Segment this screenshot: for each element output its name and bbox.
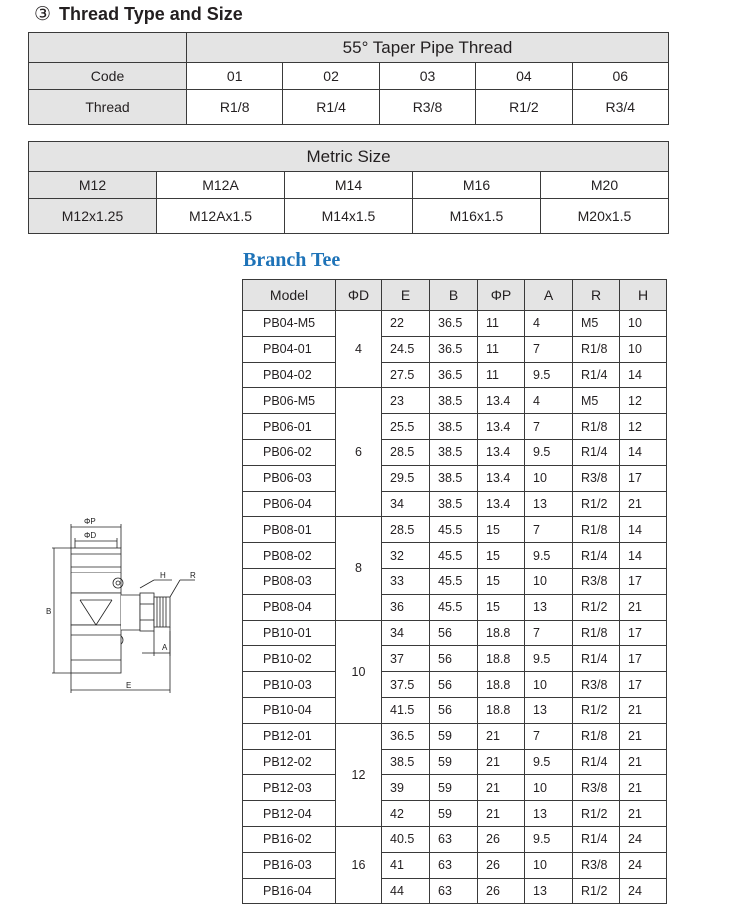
p-cell: 11 (478, 362, 525, 388)
p-cell: 13.4 (478, 388, 525, 414)
e-cell: 32 (382, 543, 430, 569)
p-cell: 11 (478, 311, 525, 337)
model-cell: PB06-02 (243, 439, 336, 465)
b-cell: 45.5 (430, 594, 478, 620)
a-cell: 7 (525, 414, 573, 440)
a-cell: 4 (525, 311, 573, 337)
a-cell: 9.5 (525, 826, 573, 852)
p-cell: 15 (478, 594, 525, 620)
header-b: B (430, 280, 478, 311)
model-cell: PB16-04 (243, 878, 336, 904)
model-cell: PB08-01 (243, 517, 336, 543)
r-cell: R1/2 (573, 491, 620, 517)
dim-label-h: H (160, 571, 166, 580)
metric-size-title: Metric Size (29, 142, 669, 172)
e-cell: 23 (382, 388, 430, 414)
r-cell: R1/8 (573, 517, 620, 543)
code-cell: 02 (283, 63, 379, 90)
thread-cell: R1/4 (283, 90, 379, 125)
code-cell: 04 (476, 63, 572, 90)
h-cell: 12 (620, 388, 667, 414)
r-cell: R1/8 (573, 723, 620, 749)
a-cell: 10 (525, 568, 573, 594)
p-cell: 15 (478, 543, 525, 569)
h-cell: 24 (620, 852, 667, 878)
b-cell: 59 (430, 749, 478, 775)
a-cell: 9.5 (525, 749, 573, 775)
metric-size-cell: M14x1.5 (285, 199, 413, 234)
metric-size-cell: M16x1.5 (413, 199, 541, 234)
e-cell: 39 (382, 775, 430, 801)
p-cell: 15 (478, 568, 525, 594)
b-cell: 56 (430, 697, 478, 723)
table-row (243, 594, 667, 620)
r-cell: R3/8 (573, 568, 620, 594)
e-cell: 41 (382, 852, 430, 878)
table-row (243, 852, 667, 878)
d-cell: 8 (336, 517, 382, 620)
header-r: R (573, 280, 620, 311)
b-cell: 63 (430, 878, 478, 904)
table-row (243, 336, 667, 362)
e-cell: 38.5 (382, 749, 430, 775)
model-cell: PB06-04 (243, 491, 336, 517)
e-cell: 28.5 (382, 439, 430, 465)
table-row (243, 723, 667, 749)
thread-shape (154, 597, 170, 627)
metric-size-cell: M12Ax1.5 (157, 199, 285, 234)
a-cell: 9.5 (525, 543, 573, 569)
d-cell: 16 (336, 826, 382, 903)
a-cell: 9.5 (525, 439, 573, 465)
e-cell: 34 (382, 620, 430, 646)
code-cell: 03 (379, 63, 475, 90)
h-cell: 12 (620, 414, 667, 440)
e-cell: 37 (382, 646, 430, 672)
code-row-label: Code (29, 63, 187, 90)
p-cell: 11 (478, 336, 525, 362)
p-cell: 21 (478, 801, 525, 827)
table-row (243, 672, 667, 698)
table-row (243, 620, 667, 646)
b-cell: 45.5 (430, 568, 478, 594)
table-row (243, 543, 667, 569)
p-cell: 21 (478, 723, 525, 749)
model-cell: PB12-04 (243, 801, 336, 827)
b-cell: 38.5 (430, 414, 478, 440)
p-cell: 21 (478, 749, 525, 775)
b-cell: 36.5 (430, 336, 478, 362)
table-row (243, 878, 667, 904)
d-cell: 12 (336, 723, 382, 826)
r-cell: R1/4 (573, 362, 620, 388)
metric-name-cell: M12A (157, 172, 285, 199)
p-cell: 13.4 (478, 414, 525, 440)
header-e: E (382, 280, 430, 311)
dim-label-b: B (46, 607, 52, 616)
h-cell: 21 (620, 697, 667, 723)
r-cell: R1/8 (573, 414, 620, 440)
e-cell: 22 (382, 311, 430, 337)
thread-cell: R3/8 (379, 90, 475, 125)
h-cell: 17 (620, 568, 667, 594)
header-h: H (620, 280, 667, 311)
header-p: ΦP (478, 280, 525, 311)
model-cell: PB08-02 (243, 543, 336, 569)
p-cell: 26 (478, 826, 525, 852)
b-cell: 36.5 (430, 311, 478, 337)
e-cell: 34 (382, 491, 430, 517)
a-cell: 13 (525, 801, 573, 827)
h-cell: 21 (620, 594, 667, 620)
header-model: Model (243, 280, 336, 311)
a-cell: 13 (525, 594, 573, 620)
a-cell: 13 (525, 697, 573, 723)
table-row (243, 801, 667, 827)
branch-tee-drawing (30, 500, 210, 700)
e-cell: 29.5 (382, 465, 430, 491)
table-row (243, 517, 667, 543)
b-cell: 38.5 (430, 491, 478, 517)
thread-cell: R3/4 (572, 90, 668, 125)
r-cell: R3/8 (573, 465, 620, 491)
p-cell: 13.4 (478, 465, 525, 491)
dim-label-a: A (162, 643, 168, 652)
h-cell: 14 (620, 439, 667, 465)
h-cell: 17 (620, 465, 667, 491)
h-cell: 21 (620, 801, 667, 827)
b-cell: 56 (430, 672, 478, 698)
thread-cell: R1/8 (187, 90, 283, 125)
table-row (243, 697, 667, 723)
metric-name-cell: M14 (285, 172, 413, 199)
r-cell: R3/8 (573, 672, 620, 698)
r-cell: R1/2 (573, 878, 620, 904)
b-cell: 59 (430, 775, 478, 801)
model-cell: PB06-03 (243, 465, 336, 491)
b-cell: 56 (430, 620, 478, 646)
r-cell: R3/8 (573, 852, 620, 878)
dim-label-d: ΦD (84, 531, 97, 540)
table-row (243, 646, 667, 672)
r-cell: R1/4 (573, 646, 620, 672)
branch-tee-table (242, 279, 667, 904)
d-cell: 4 (336, 311, 382, 388)
thread-row-label: Thread (29, 90, 187, 125)
model-cell: PB16-02 (243, 826, 336, 852)
p-cell: 13.4 (478, 491, 525, 517)
h-cell: 14 (620, 362, 667, 388)
h-cell: 14 (620, 517, 667, 543)
p-cell: 18.8 (478, 697, 525, 723)
branch-shape (121, 595, 140, 630)
model-cell: PB16-03 (243, 852, 336, 878)
metric-name-cell: M20 (541, 172, 669, 199)
h-cell: 21 (620, 775, 667, 801)
h-cell: 21 (620, 491, 667, 517)
dim-label-e: E (126, 681, 132, 690)
code-cell: 01 (187, 63, 283, 90)
table-row (243, 439, 667, 465)
e-cell: 41.5 (382, 697, 430, 723)
p-cell: 18.8 (478, 620, 525, 646)
r-cell: R1/2 (573, 594, 620, 620)
e-cell: 24.5 (382, 336, 430, 362)
hex-nut-shape (140, 593, 154, 631)
b-cell: 45.5 (430, 543, 478, 569)
r-cell: R1/8 (573, 336, 620, 362)
table-row (243, 414, 667, 440)
table-row (243, 491, 667, 517)
thread-type-name: 55° Taper Pipe Thread (187, 33, 669, 63)
r-cell: R3/8 (573, 775, 620, 801)
p-cell: 26 (478, 878, 525, 904)
b-cell: 59 (430, 801, 478, 827)
bottom-tube-shape (71, 625, 121, 673)
a-cell: 13 (525, 878, 573, 904)
e-cell: 33 (382, 568, 430, 594)
e-cell: 36 (382, 594, 430, 620)
table-row (243, 362, 667, 388)
h-cell: 17 (620, 672, 667, 698)
a-cell: 13 (525, 491, 573, 517)
r-cell: R1/2 (573, 697, 620, 723)
model-cell: PB08-04 (243, 594, 336, 620)
d-cell: 10 (336, 620, 382, 723)
e-cell: 27.5 (382, 362, 430, 388)
d-cell: 6 (336, 388, 382, 517)
metric-name-cell: M12 (29, 172, 157, 199)
p-cell: 18.8 (478, 646, 525, 672)
r-cell: R1/4 (573, 439, 620, 465)
branch-table-header (243, 280, 667, 311)
h-cell: 14 (620, 543, 667, 569)
e-cell: 25.5 (382, 414, 430, 440)
h-cell: 24 (620, 878, 667, 904)
metric-size-table (28, 141, 669, 234)
table-row (243, 568, 667, 594)
model-cell: PB10-01 (243, 620, 336, 646)
model-cell: PB10-02 (243, 646, 336, 672)
h-cell: 17 (620, 646, 667, 672)
header-a: A (525, 280, 573, 311)
a-cell: 10 (525, 852, 573, 878)
a-cell: 7 (525, 336, 573, 362)
r-cell: R1/2 (573, 801, 620, 827)
r-cell: R1/4 (573, 543, 620, 569)
p-cell: 13.4 (478, 439, 525, 465)
metric-size-cell: M20x1.5 (541, 199, 669, 234)
b-cell: 38.5 (430, 439, 478, 465)
e-cell: 42 (382, 801, 430, 827)
thread-type-table (28, 32, 669, 125)
model-cell: PB12-02 (243, 749, 336, 775)
model-cell: PB08-03 (243, 568, 336, 594)
model-cell: PB10-03 (243, 672, 336, 698)
h-cell: 10 (620, 311, 667, 337)
dim-label-p: ΦP (84, 517, 96, 526)
metric-size-cell: M12x1.25 (29, 199, 157, 234)
a-cell: 4 (525, 388, 573, 414)
a-cell: 9.5 (525, 646, 573, 672)
r-cell: R1/8 (573, 620, 620, 646)
h-cell: 17 (620, 620, 667, 646)
h-cell: 21 (620, 749, 667, 775)
table-row (243, 465, 667, 491)
b-cell: 63 (430, 826, 478, 852)
table-row (243, 388, 667, 414)
b-cell: 56 (430, 646, 478, 672)
b-cell: 38.5 (430, 465, 478, 491)
r-cell: R1/4 (573, 749, 620, 775)
thread-cell: R1/2 (476, 90, 572, 125)
table-row (243, 775, 667, 801)
e-cell: 28.5 (382, 517, 430, 543)
b-cell: 63 (430, 852, 478, 878)
p-cell: 15 (478, 517, 525, 543)
model-cell: PB06-M5 (243, 388, 336, 414)
a-cell: 9.5 (525, 362, 573, 388)
a-cell: 10 (525, 465, 573, 491)
r-cell: M5 (573, 311, 620, 337)
table-row (243, 311, 667, 337)
model-cell: PB10-04 (243, 697, 336, 723)
section-number: ③ (34, 3, 52, 25)
branch-tee-title: Branch Tee (243, 249, 341, 271)
model-cell: PB06-01 (243, 414, 336, 440)
model-cell: PB04-02 (243, 362, 336, 388)
section-title: Thread Type and Size (59, 3, 243, 24)
code-cell: 06 (572, 63, 668, 90)
model-cell: PB04-M5 (243, 311, 336, 337)
table-row (243, 826, 667, 852)
body-shape (71, 573, 121, 593)
top-tube-shape (71, 548, 121, 573)
b-cell: 45.5 (430, 517, 478, 543)
a-cell: 7 (525, 723, 573, 749)
a-cell: 10 (525, 672, 573, 698)
p-cell: 18.8 (478, 672, 525, 698)
h-cell: 21 (620, 723, 667, 749)
blank-header-cell (29, 33, 187, 63)
model-cell: PB12-01 (243, 723, 336, 749)
p-cell: 26 (478, 852, 525, 878)
header-d: ΦD (336, 280, 382, 311)
a-cell: 10 (525, 775, 573, 801)
h-cell: 10 (620, 336, 667, 362)
e-cell: 40.5 (382, 826, 430, 852)
table-row (243, 749, 667, 775)
e-cell: 37.5 (382, 672, 430, 698)
r-cell: R1/4 (573, 826, 620, 852)
e-cell: 44 (382, 878, 430, 904)
model-cell: PB04-01 (243, 336, 336, 362)
a-cell: 7 (525, 620, 573, 646)
dim-label-r: R (190, 571, 196, 580)
h-cell: 24 (620, 826, 667, 852)
e-cell: 36.5 (382, 723, 430, 749)
a-cell: 7 (525, 517, 573, 543)
b-cell: 36.5 (430, 362, 478, 388)
r-cell: M5 (573, 388, 620, 414)
section-heading (34, 2, 243, 26)
model-cell: PB12-03 (243, 775, 336, 801)
b-cell: 59 (430, 723, 478, 749)
p-cell: 21 (478, 775, 525, 801)
b-cell: 38.5 (430, 388, 478, 414)
metric-name-cell: M16 (413, 172, 541, 199)
